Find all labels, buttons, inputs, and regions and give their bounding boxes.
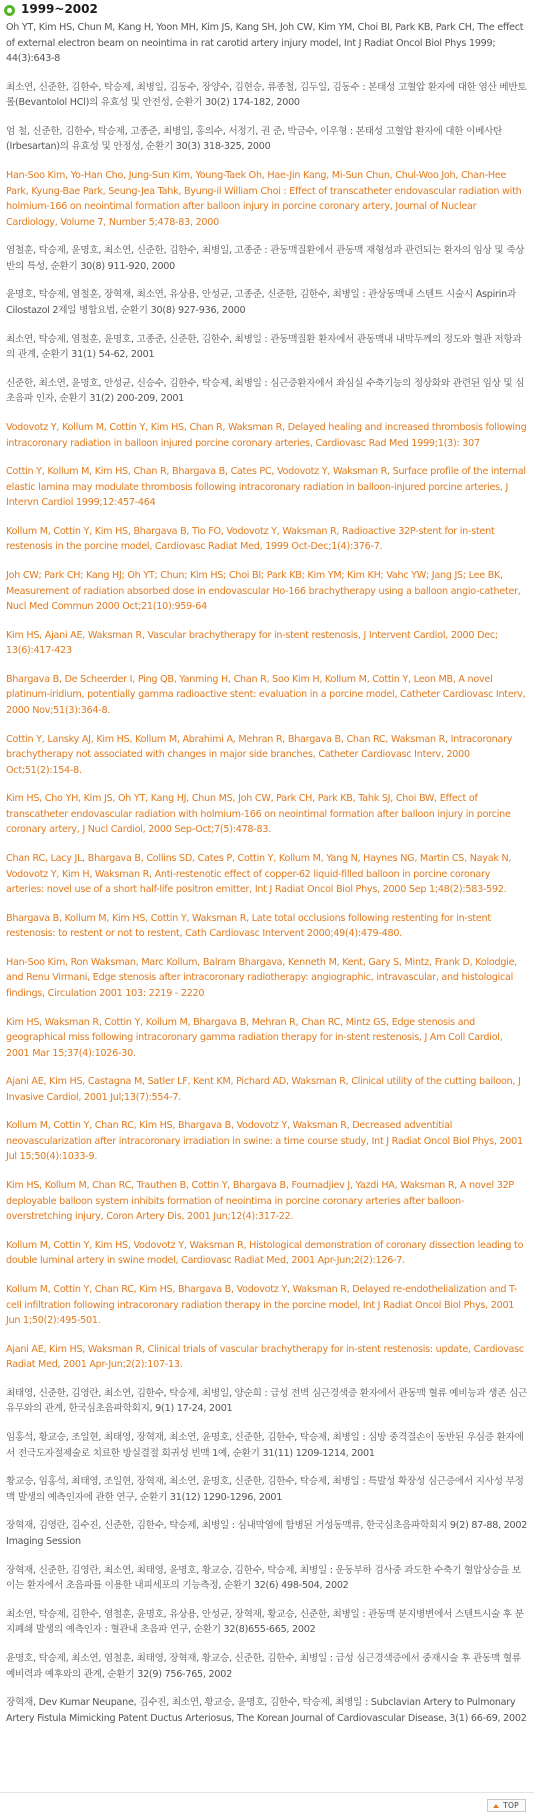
section-title: 1999~2002 xyxy=(21,2,98,17)
publication-entry: 임홍석, 황교승, 조일현, 최태영, 장혁재, 최소연, 윤명호, 신준한, 김한수, 탁승제, 최병일 : 심방 중격결손이 동반된 우심증 환자에서 전극도자절제술로 치료한 방실결절 회귀성 빈맥 1예, 순환기 31(11) 1209-1214, 2001 xyxy=(6,1432,524,1459)
divider xyxy=(0,1792,534,1793)
publication-entry: Joh CW; Park CH; Kang HJ; Oh YT; Chun; Kim HS; Choi BI; Park KB; Kim YM; Kim KH; Vahc YW; Jang JS; Lee BK, Measurement of radiation absorbed dose in endovascular Ho-166 brachytherapy using a balloon angio-catheter, Nucl Med Commun 2000 Oct;21(10):959-64 xyxy=(6,570,521,613)
publication-entry: Vodovotz Y, Kollum M, Cottin Y, Kim HS, Chan R, Waksman R, Delayed healing and increased thrombosis following intracoronary radiation in balloon injured porcine coronary arteries, Cardiovasc Rad Med 1999;1(3): 307 xyxy=(6,422,527,449)
publication-entry: Ajani AE, Kim HS, Castagna M, Satler LF, Kent KM, Pichard AD, Waksman R, Clinical utility of the cutting balloon, J Invasive Cardiol, 2001 Jul;13(7):554-7. xyxy=(6,1076,521,1103)
publication-entry: Ajani AE, Kim HS, Waksman R, Clinical trials of vascular brachytherapy for in-stent restenosis: update, Cardiovasc Radiat Med, 2001 Apr-Jun;2(2):107-13. xyxy=(6,1343,524,1371)
top-label: TOP xyxy=(503,1801,519,1810)
publication-entry: 윤명호, 탁승제, 최소연, 염철훈, 최태영, 장혁재, 황교승, 신준한, 김한수, 최병일 : 급성 심근경색증에서 중재시술 후 관동맥 혈류예비력과 예후와의 관계, 순환기 32(9) 756-765, 2002 xyxy=(6,1653,521,1680)
publication-entry: 장혁재, 신준한, 김영란, 최소연, 최태영, 윤명호, 황교승, 김한수, 탁승제, 최병일 : 운동부하 검사중 과도한 수축기 혈압상승을 보이는 환자에서 초음파를 이용한 내피세포의 기능측정, 순환기 32(6) 498-504, 2002 xyxy=(6,1564,521,1592)
publication-entry: Oh YT, Kim HS, Chun M, Kang H, Yoon MH, Kim JS, Kang SH, Joh CW, Kim YM, Choi BI, Park KB, Park CH, The effect of external electron beam on neointima in rat carotid artery injury model, Int J Radiat Oncol Biol Phys 1999; 44(3):643-8 xyxy=(6,22,524,64)
publication-entry: Kollum M, Cottin Y, Chan RC, Kim HS, Bhargava B, Vodovotz Y, Waksman R, Decreased adventitial neovascularization after intracoronary irradiation in swine: a time course study, Int J Radiat Oncol Biol Phys, 2001 Jul 15;50(4):1033-9. xyxy=(6,1120,523,1163)
publication-entry: Kim HS, Ajani AE, Waksman R, Vascular brachytherapy for in-stent restenosis, J Intervent Cardiol, 2000 Dec; 13(6):417-423 xyxy=(6,629,498,657)
publication-entry: Bhargava B, De Scheerder I, Ping QB, Yanming H, Chan R, Soo Kim H, Kollum M, Cottin Y, Leon MB, A novel platinum-iridium, potentially gamma radioactive stent: evaluation in a porcine model, Catheter Cardiovasc Interv, 2000 Nov;51(3):364-8. xyxy=(6,673,526,716)
publication-entry: 염철훈, 탁승제, 윤명호, 최소연, 신준한, 김한수, 최병일, 고종준 : 관동맥질환에서 관동맥 재형성과 관련되는 환자의 임상 및 죽상반의 특성, 순환기 30(8) 911-920, 2000 xyxy=(6,245,525,272)
publication-list xyxy=(6,20,528,1739)
publication-entry: Cottin Y, Kollum M, Kim HS, Chan R, Bhargava B, Cates PC, Vodovotz Y, Waksman R, Surface profile of the internal elastic lamina may modulate thrombosis following intracoronary radiation in balloon-injured porcine arteries, J Intervn Cardiol 1999;12:457-464 xyxy=(6,466,526,509)
publication-entry: Han-Soo Kim, Ron Waksman, Marc Kollum, Balram Bhargava, Kenneth M, Kent, Gary S, Mintz, Frank D, Kolodgie, and Renu Virmani, Edge stenosis after intracoronary radiotherapy: angiographic, intravascular, and histological findings, Circulation 2001 103: 2219 - 2220 xyxy=(6,956,518,999)
publication-entry: Kim HS, Cho YH, Kim JS, Oh YT, Kang HJ, Chun MS, Joh CW, Park CH, Park KB, Tahk SJ, Choi BW, Effect of transcatheter endovascular radiation with holmium-166 on neointimal formation after balloon injury in porcine coronary artery, J Nucl Cardiol, 2000 Sep-Oct;7(5):478-83. xyxy=(6,793,511,836)
publication-entry: Kollum M, Cottin Y, Chan RC, Kim HS, Bhargava B, Vodovotz Y, Waksman R, Delayed re-endothelialization and T-cell infiltration following intracoronary radiation therapy in the porcine model, Int J Radiat Oncol Biol Phys, 2001 Jun 1;50(2):495-501. xyxy=(6,1284,517,1326)
publication-entry: 황교승, 임홍석, 최태영, 조일현, 장혁재, 최소연, 윤명호, 신준한, 김한수, 탁승제, 최병일 : 특발성 확장성 심근증에서 지사성 부정맥 발생의 예측인자에 관한 연구, 순환기 31(12) 1290-1296, 2001 xyxy=(6,1476,524,1503)
publication-entry: Han-Soo Kim, Yo-Han Cho, Jung-Sun Kim, Young-Taek Oh, Hae-Jin Kang, Mi-Sun Chun, Chul-Woo Joh, Chan-Hee Park, Kyung-Bae Park, Seung-Jea Tahk, Byung-il William Choi : Effect of transcatheter endovascular radiation with holmium-166 on neointimal formation after balloon injury in porcine coronary artery, Journal of Nuclear Cardiology, Volume 7, Number 5;478-83, 2000 xyxy=(6,170,522,228)
section-heading xyxy=(4,2,98,18)
publication-entry: Kim HS, Waksman R, Cottin Y, Kollum M, Bhargava B, Mehran R, Chan RC, Mintz GS, Edge stenosis and geographical miss following intracoronary gamma radiation therapy for in-stent restenosis, J Am Coll Cardiol, 2001 Mar 15;37(4):1026-30. xyxy=(6,1016,503,1059)
publication-entry: 엄 철, 신준한, 김한수, 탁승제, 고종준, 최병일, 홍의수, 서정기, 권 준, 박금수, 이우형 : 본태성 고혈압 환자에 대한 이베사탄(Irbesartan)의 유효성 및 안정성, 순환기 30(3) 318-325, 2000 xyxy=(6,125,503,153)
publication-entry: Kim HS, Kollum M, Chan RC, Trauthen B, Cottin Y, Bhargava B, Fournadjiev J, Yazdi HA, Waksman R, A novel 32P deployable balloon system inhibits formation of neointima in porcine coronary arteries after balloon-overstretching injury, Coron Artery Dis, 2001 Jun;12(4):317-22. xyxy=(6,1180,514,1223)
publication-entry: Kollum M, Cottin Y, Kim HS, Bhargava B, Tio FO, Vodovotz Y, Waksman R, Radioactive 32P-stent for in-stent restenosis in the porcine model, Cardiovasc Radiat Med, 1999 Oct-Dec;1(4):376-7. xyxy=(6,525,495,553)
arrow-up-icon xyxy=(493,1804,499,1808)
top-button[interactable] xyxy=(487,1799,526,1812)
publication-entry: 장혁재, 김영란, 김수진, 신준한, 김한수, 탁승제, 최병일 : 심내막염에 합병된 거성동맥류, 한국심초음파학회지 9(2) 87-88, 2002 Imaging Session xyxy=(6,1520,528,1547)
publication-entry: 윤명호, 탁승제, 염철훈, 장혁재, 최소연, 유상용, 안성균, 고종준, 신준한, 김한수, 최병일 : 관상동맥내 스텐트 시술시 Aspirin과 Cilostazol 2제일 병합요법, 순환기 30(8) 927-936, 2000 xyxy=(6,289,517,316)
publication-entry: Chan RC, Lacy JL, Bhargava B, Collins SD, Cates P, Cottin Y, Kollum M, Yang N, Haynes NG, Martin CS, Nayak N, Vodovotz Y, Kim H, Waksman R, Anti-restenotic effect of copper-62 liquid-filled balloon in porcine coronary arteries: novel use of a short half-life positron emitter, Int J Radiat Oncol Biol Phys, 2000 Sep 1;48(2):583-592. xyxy=(6,853,512,895)
publication-entry: 최소연, 신준한, 김한수, 탁승제, 최병일, 김동수, 장양수, 김현승, 류종철, 김두일, 김동수 : 본태성 고혈압 환자에 대한 염산 베반토롤(Bevantolol HCl)의 유효성 및 안전성, 순환기 30(2) 174-182, 2000 xyxy=(6,81,527,109)
publication-entry: 신준한, 최소연, 윤명호, 안성균, 신승수, 김한수, 탁승제, 최병일 : 심근증환자에서 좌심실 수축기능의 정상화와 관련된 임상 및 심초음파 인자, 순환기 31(2) 200-209, 2001 xyxy=(6,377,525,405)
publication-entry: 장혁재, Dev Kumar Neupane, 김수진, 최소연, 황교승, 윤명호, 김한수, 탁승제, 최병일 : Subclavian Artery to Pulmonary Artery Fistula Mimicking Patent Ductus Arteriosus, The Korean Journal of Cardiovascular Disease, 3(1) 66-69, 2002 xyxy=(6,1697,527,1724)
publication-entry: 최소연, 탁승제, 김한수, 염철훈, 윤명호, 유상용, 안성균, 장혁재, 황교승, 신준한, 최병일 : 관동맥 분지병변에서 스텐트시술 후 분지폐쇄 발생의 예측인자 : 혈관내 초음파 연구, 순환기 32(8)655-665, 2002 xyxy=(6,1608,524,1636)
publication-entry: 최태영, 신준한, 김영란, 최소연, 김한수, 탁승제, 최병일, 양순희 : 급성 전벽 심근경색증 환자에서 관동맥 혈류 예비능과 생존 심근 유무와의 관계, 한국심초음파학회지, 9(1) 17-24, 2001 xyxy=(6,1387,528,1415)
circle-bullet-icon xyxy=(4,5,15,16)
publication-entry: Bhargava B, Kollum M, Kim HS, Cottin Y, Waksman R, Late total occlusions following restenting for in-stent restenosis: to restent or not to restent, Cath Cardiovasc Intervent 2000;49(4):479-480. xyxy=(6,912,491,940)
publication-entry: Kollum M, Cottin Y, Kim HS, Vodovotz Y, Waksman R, Histological demonstration of coronary dissection leading to double luminal artery in swine model, Cardiovasc Radiat Med, 2001 Apr-Jun;2(2):126-7. xyxy=(6,1239,524,1267)
publication-entry: 최소연, 탁승제, 염철훈, 윤명호, 고종준, 신준한, 김한수, 최병일 : 관동맥질환 환자에서 관동맥내 내막두께의 정도와 혈관 저항과의 관계, 순환기 31(1) 54-62, 2001 xyxy=(6,333,522,361)
publication-entry: Cottin Y, Lansky AJ, Kim HS, Kollum M, Abrahimi A, Mehran R, Bhargava B, Chan RC, Waksman R, Intracoronary brachytherapy not associated with changes in major side branches, Catheter Cardiovasc Interv, 2000 Oct;51(2):154-8. xyxy=(6,733,513,776)
